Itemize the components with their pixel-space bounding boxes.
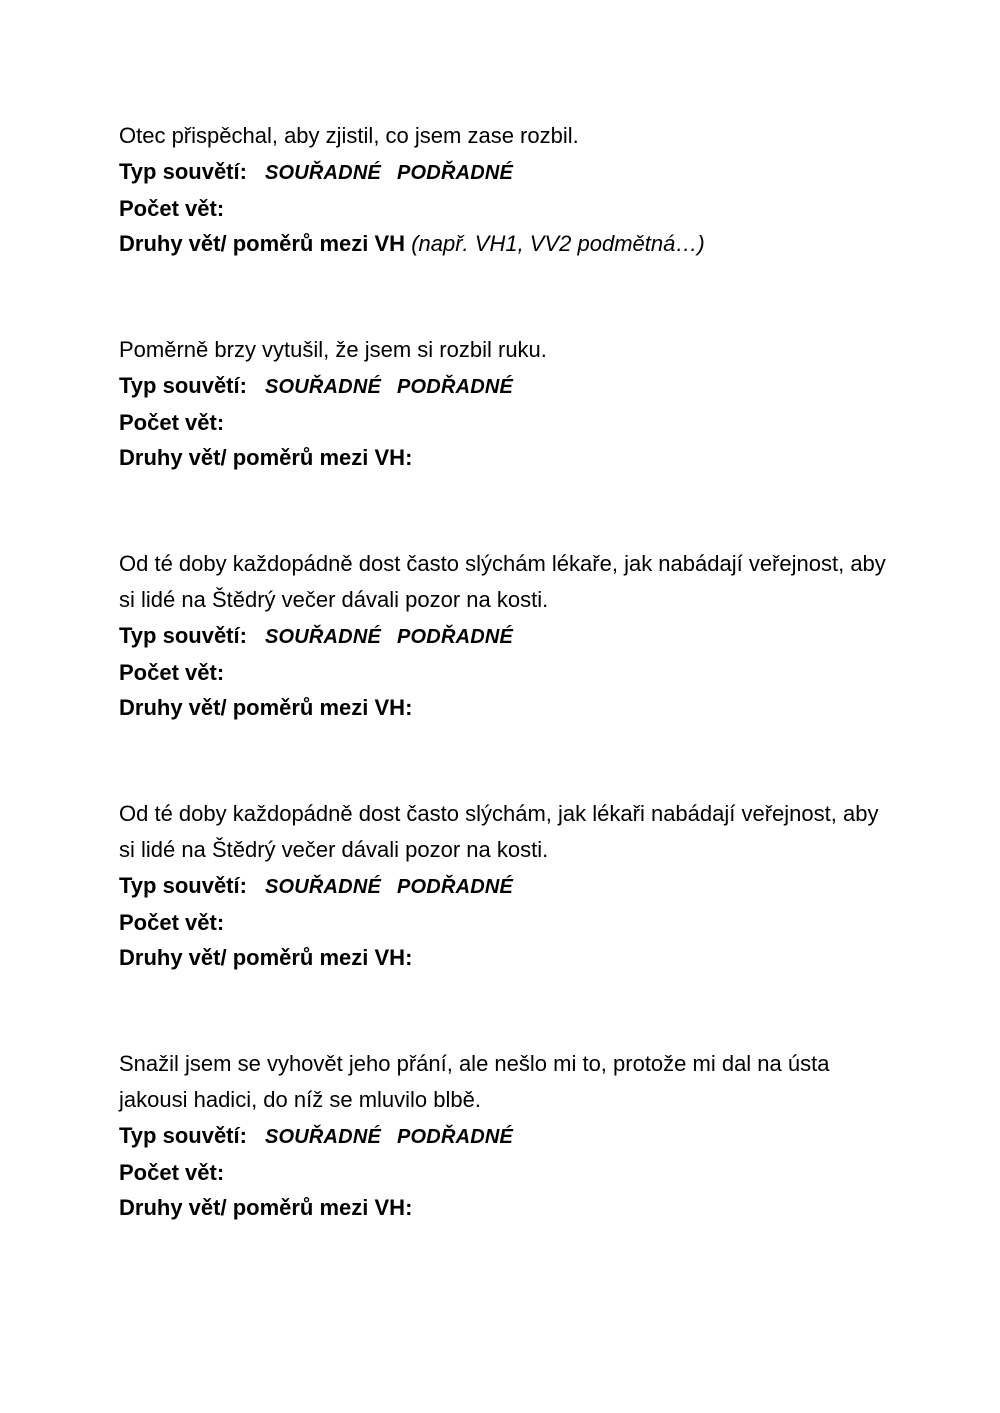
clause-count-field [119, 905, 899, 940]
clause-kinds-label: Druhy vět/ poměrů mezi VH: [119, 445, 413, 470]
option-subordinate[interactable]: PODŘADNÉ [397, 162, 514, 184]
clause-count-label: Počet vět: [119, 1160, 225, 1185]
exercise-5 [119, 1046, 899, 1225]
clause-kinds-field [119, 440, 899, 475]
clause-kinds-hint: (např. VH1, VV2 podmětná…) [411, 231, 705, 256]
exercise-sentence: Od té doby každopádně dost často slýchám, jak lékaři nabádají veřejnost, aby si lidé na Štědrý večer dávali pozor na kosti. [119, 801, 879, 862]
spacer [119, 975, 899, 1046]
exercise-1 [119, 118, 899, 261]
clause-kinds-label: Druhy vět/ poměrů mezi VH: [119, 1195, 413, 1220]
option-subordinate[interactable]: PODŘADNÉ [397, 376, 514, 398]
option-coordinate[interactable]: SOUŘADNÉ [264, 626, 382, 648]
exercise-2 [119, 332, 899, 475]
sentence-type-label: Typ souvětí: [119, 873, 247, 898]
clause-kinds-label: Druhy vět/ poměrů mezi VH [119, 231, 406, 256]
exercise-sentence: Otec přispěchal, aby zjistil, co jsem zase rozbil. [119, 123, 579, 148]
clause-kinds-field [119, 226, 899, 261]
option-subordinate[interactable]: PODŘADNÉ [397, 876, 514, 898]
clause-count-label: Počet vět: [119, 910, 225, 935]
exercise-3 [119, 546, 899, 725]
sentence-type-label: Typ souvětí: [119, 1123, 247, 1148]
clause-count-field [119, 191, 899, 226]
option-coordinate[interactable]: SOUŘADNÉ [264, 1126, 382, 1148]
option-subordinate[interactable]: PODŘADNÉ [397, 1126, 514, 1148]
spacer [119, 261, 899, 332]
sentence-type-field [119, 368, 899, 405]
sentence-type-field [119, 618, 899, 655]
option-subordinate[interactable]: PODŘADNÉ [397, 626, 514, 648]
clause-count-field [119, 405, 899, 440]
clause-kinds-field [119, 940, 899, 975]
clause-kinds-label: Druhy vět/ poměrů mezi VH: [119, 695, 413, 720]
option-coordinate[interactable]: SOUŘADNÉ [264, 376, 382, 398]
spacer [119, 725, 899, 796]
clause-kinds-label: Druhy vět/ poměrů mezi VH: [119, 945, 413, 970]
sentence-type-label: Typ souvětí: [119, 373, 247, 398]
sentence-type-label: Typ souvětí: [119, 159, 247, 184]
option-coordinate[interactable]: SOUŘADNÉ [264, 876, 382, 898]
clause-count-label: Počet vět: [119, 196, 225, 221]
exercise-sentence: Od té doby každopádně dost často slýchám lékaře, jak nabádají veřejnost, aby si lidé na Štědrý večer dávali pozor na kosti. [119, 551, 886, 612]
clause-count-label: Počet vět: [119, 660, 225, 685]
exercise-sentence: Snažil jsem se vyhovět jeho přání, ale nešlo mi to, protože mi dal na ústa jakousi hadici, do níž se mluvilo blbě. [119, 1051, 830, 1112]
exercise-4 [119, 796, 899, 975]
worksheet-page [119, 118, 899, 1225]
clause-count-field [119, 1155, 899, 1190]
clause-count-label: Počet vět: [119, 410, 225, 435]
clause-kinds-field [119, 1190, 899, 1225]
sentence-type-label: Typ souvětí: [119, 623, 247, 648]
sentence-type-field [119, 154, 899, 191]
clause-count-field [119, 655, 899, 690]
option-coordinate[interactable]: SOUŘADNÉ [264, 162, 382, 184]
sentence-type-field [119, 1118, 899, 1155]
clause-kinds-field [119, 690, 899, 725]
sentence-type-field [119, 868, 899, 905]
exercise-sentence: Poměrně brzy vytušil, že jsem si rozbil ruku. [119, 337, 547, 362]
spacer [119, 475, 899, 546]
